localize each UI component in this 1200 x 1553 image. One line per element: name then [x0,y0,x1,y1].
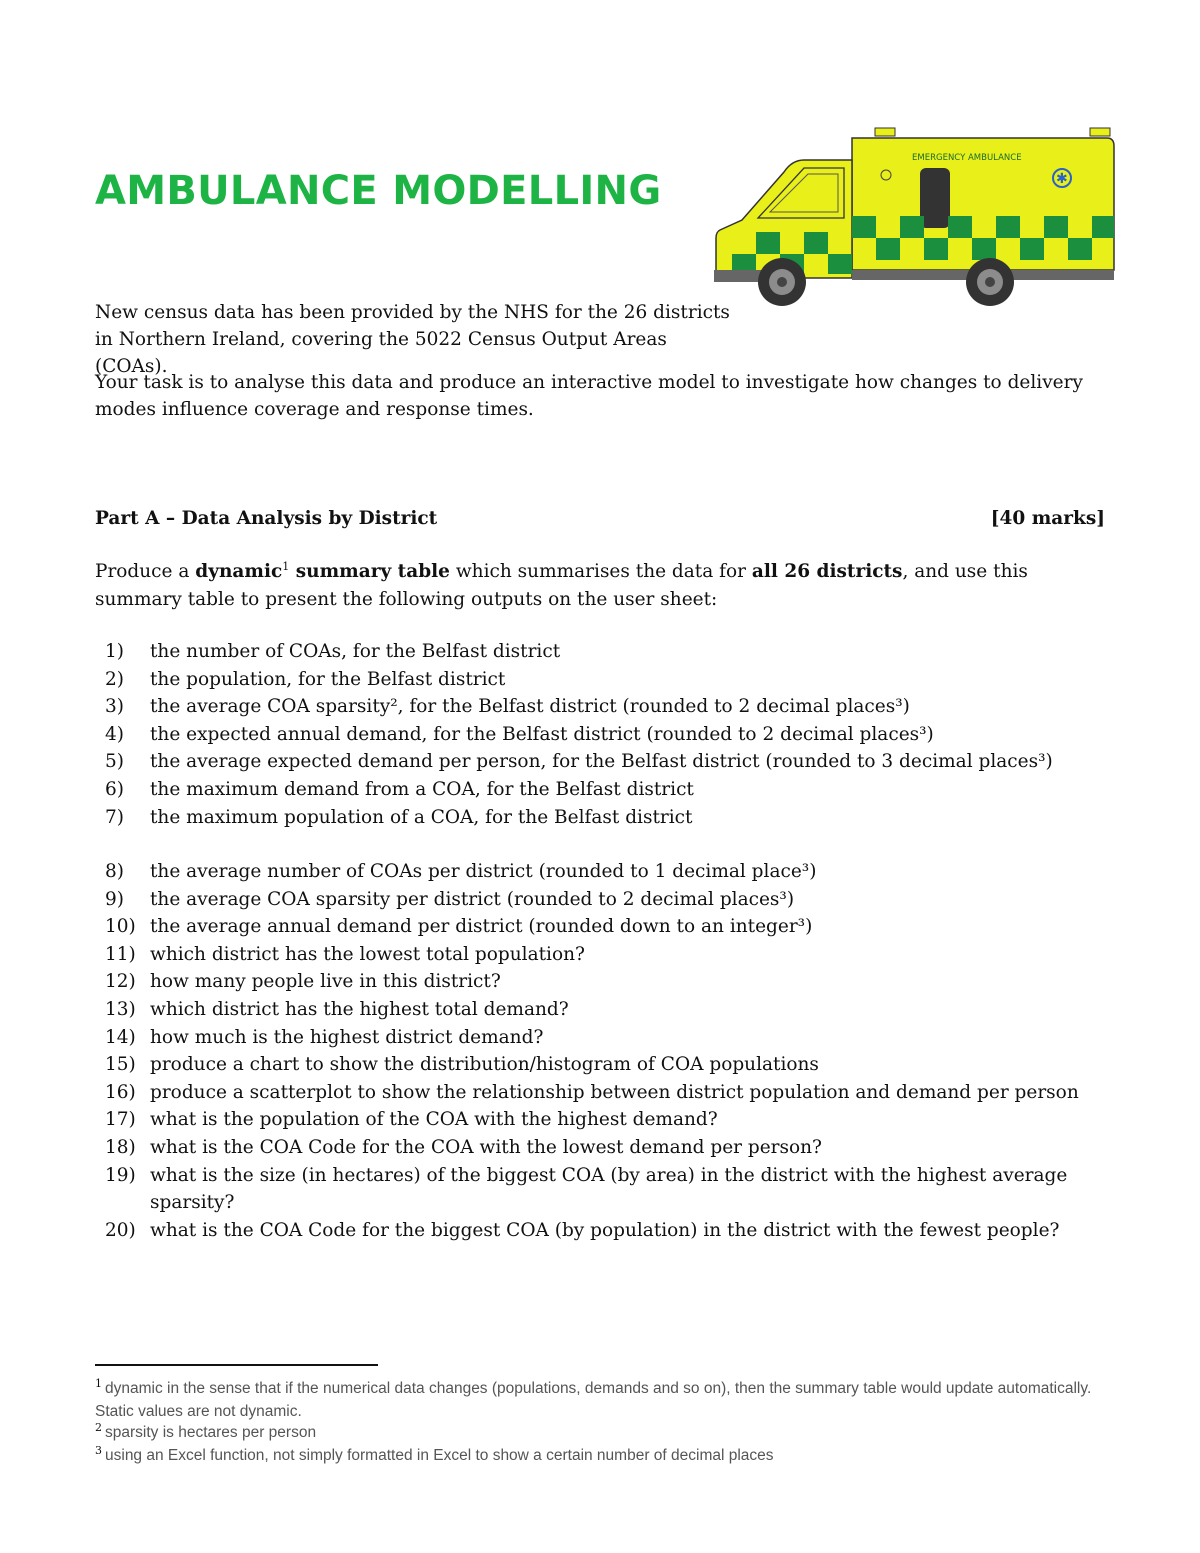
list-item: 1) the number of COAs, for the Belfast district [105,641,561,662]
instr-text-1: Produce a [95,561,196,582]
ambulance-label: EMERGENCY AMBULANCE [912,153,1022,163]
footnote-ref-1: 1 [282,559,290,573]
footnote-1: $^1$ dynamic in the sense that if the numerical data changes (populations, demands and so on), then the summary table would update automatically. Static values are not dynamic. [95,1376,1092,1420]
list-item: 16) produce a scatterplot to show the relationship between district population and demand per person [105,1081,1079,1103]
intro-paragraph-1: New census data has been provided by the NHS for the 26 districts in Northern Ireland, covering the 5022 Census Output Areas (COAs). [95,302,730,377]
list-item: 3) the average COA sparsity², for the Belfast district (rounded to 2 decimal places³) [105,696,910,718]
ambulance-illustration [712,120,1122,310]
list-item: 13) which district has the highest total demand? [105,998,569,1020]
list-item: 20) what is the COA Code for the biggest COA (by population) in the district with the fewest people? [105,1219,1060,1241]
page-title: AMBULANCE MODELLING [95,168,662,214]
list-item: 7) the maximum population of a COA, for the Belfast district [105,806,693,828]
instr-bold-all-districts: all 26 districts [751,561,903,582]
list-item: 2) the population, for the Belfast district [105,668,506,690]
instr-text-2: which summarises the data for [449,561,752,582]
footnote-2: $^2$ sparsity is hectares per person [95,1420,317,1441]
list-item: 11) which district has the lowest total population? [105,943,585,965]
part-a-marks: [40 marks] [990,508,1105,529]
part-a-header [95,508,1105,536]
list-item: 15) produce a chart to show the distribution/histogram of COA populations [105,1054,819,1076]
list-item: 12) how many people live in this district? [105,971,501,993]
list-item: 19) what is the size (in hectares) of the biggest COA (by area) in the district with the highest average sparsity? [105,1164,1068,1214]
task-list-group-1 [95,638,1125,831]
list-item: 6) the maximum demand from a COA, for the Belfast district [105,778,694,800]
list-item: 17) what is the population of the COA with the highest demand? [105,1109,718,1131]
task-list-group-2 [95,858,1125,1244]
intro-paragraph-2: Your task is to analyse this data and produce an interactive model to investigate how changes to delivery modes influence coverage and response times. [95,372,1083,420]
task-instructions [95,558,1110,614]
instr-bold-dynamic: dynamic [195,561,283,582]
list-item: 5) the average expected demand per person, for the Belfast district (rounded to 3 decimal places³) [105,751,1053,773]
instr-text-3: , and use this summary table to present the following outputs on the user sheet: [95,561,1028,610]
svg-text:✱: ✱ [1056,171,1068,187]
instr-bold-summary-table: summary table [289,561,450,582]
list-item: 8) the average number of COAs per district (rounded to 1 decimal place³) [105,861,817,882]
list-item: 10) the average annual demand per district (rounded down to an integer³) [105,916,813,938]
list-item: 18) what is the COA Code for the COA with the lowest demand per person? [105,1136,822,1158]
part-a-heading: Part A – Data Analysis by District [95,508,438,529]
list-item: 14) how much is the highest district demand? [105,1026,544,1048]
list-item: 9) the average COA sparsity per district (rounded to 2 decimal places³) [105,888,795,910]
footnote-3: $^3$ using an Excel function, not simply formatted in Excel to show a certain number of decimal places [95,1443,774,1464]
list-item: 4) the expected annual demand, for the Belfast district (rounded to 2 decimal places³) [105,723,934,745]
footnote-divider [95,1364,378,1366]
